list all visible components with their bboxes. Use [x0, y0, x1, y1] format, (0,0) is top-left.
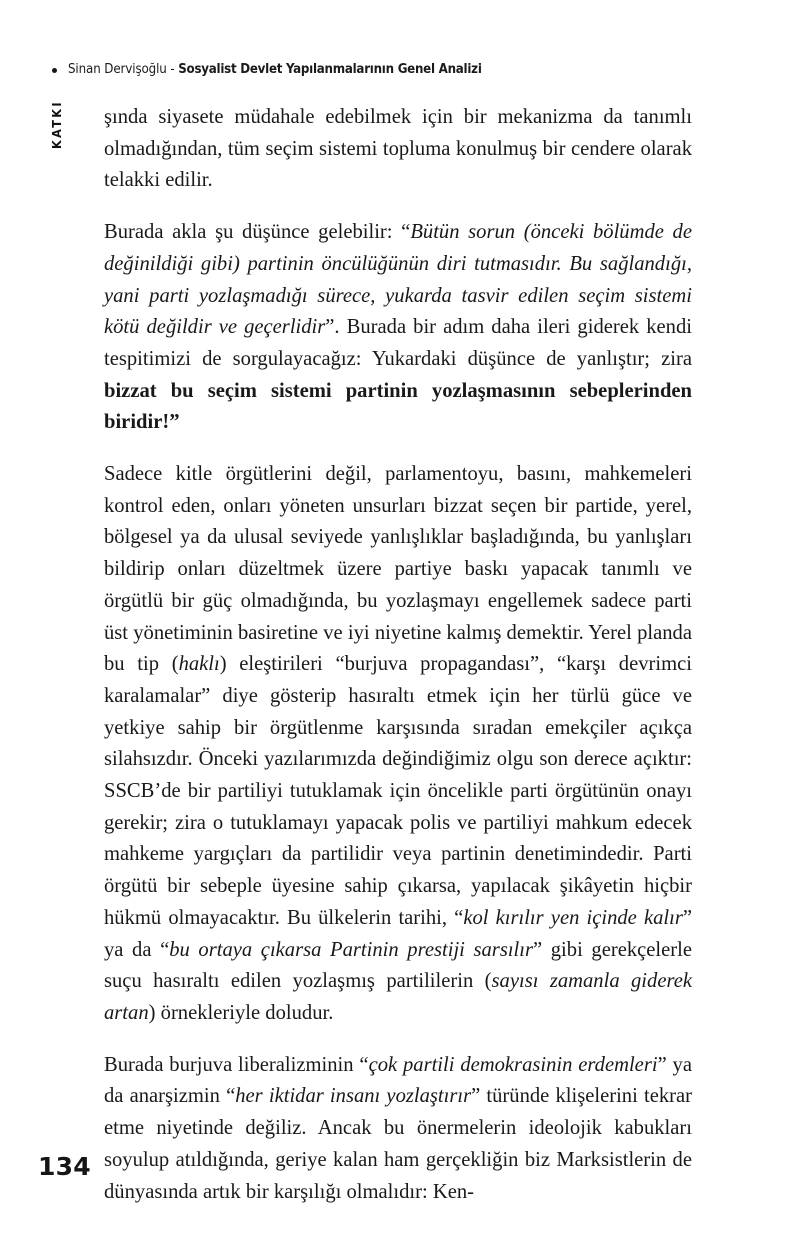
- text-run: ) örnekleriyle doludur.: [148, 1001, 334, 1024]
- section-tab: [46, 100, 68, 186]
- text-run: Burada burjuva liberalizminin “: [104, 1053, 369, 1076]
- text-run: ” ya da “: [104, 906, 692, 961]
- text-run: ” gibi gerekçelerle suçu hasıraltı edilen yozlaşmış partililerin (: [104, 938, 693, 993]
- text-run: ”. Burada bir adım daha ileri giderek kendi tespitimizi de sorgulayacağız: Yukardaki düşünce de yanlıştır; zira: [104, 316, 692, 370]
- paragraph: [104, 459, 692, 1030]
- paragraph: [104, 102, 692, 197]
- section-tab-label: KATKI: [48, 100, 64, 150]
- paragraph: [104, 1050, 692, 1209]
- text-run: ” ya da anarşizmin “: [104, 1053, 692, 1108]
- text-run: ” türünde klişelerini tekrar etme niyetinde değiliz. Ancak bu önermelerin ideolojik kabukları soyulup atıldığında, geriye kalan ham gerçekliğin biz Marksistlerin de dünyasında artık bir karşılığı olmalıdır: Ken-: [104, 1085, 692, 1203]
- body-text-column: [104, 102, 692, 1208]
- bullet-dot-icon: [52, 68, 57, 73]
- text-run: ) eleştirileri “burjuva propagandası”, “karşı devrimci karalamalar” diye gösterip hasıraltı etmek için her türlü güce ve yetkiye sahip bir örgütlenme karşısında sıradan emekçiler açıkça silahsızdır. Önceki yazılarımızda değindiğimiz olgu son derece açıktır: SSCB’de bir partiliyi tutuklamak için öncelikle parti örgütünün onayı gerekir; zira o tutuklamayı yapacak polis ve partiliyi mahkum edecek mahkeme yargıçları da partilidir veya partinin denetimindedir. Parti örgütü bir sebeple üyesine sahip çıkarsa, yapılacak şikâyetin hiçbir hükmü olmayacaktır. Bu ülkelerin tarihi, “: [104, 653, 692, 929]
- running-head-separator: -: [166, 62, 179, 77]
- paragraph: [104, 217, 692, 439]
- running-head-text: [68, 62, 482, 77]
- italic-run: bu ortaya çıkarsa Partinin prestiji sarsılır: [169, 938, 534, 961]
- running-head: [52, 62, 482, 77]
- bold-run: bizzat bu seçim sistemi partinin yozlaşmasının sebeplerinden biridir!”: [104, 379, 692, 434]
- page-number: 134: [38, 1152, 91, 1181]
- text-run: şında siyasete müdahale edebilmek için bir mekanizma da tanımlı olmadığından, tüm seçim sistemi topluma konulmuş bir cendere olarak telakki edilir.: [104, 106, 692, 192]
- text-run: Burada akla şu düşünce gelebilir: “: [104, 221, 411, 244]
- text-run: Sadece kitle örgütlerini değil, parlamentoyu, basını, mahkemeleri kontrol eden, onları yöneten unsurları bizzat seçen bir partide, yerel, bölgesel ya da ulusal seviyede yanlışlıklar başladığında, bu yanlışları bildirip onları düzeltmek üzere partiye baskı yapacak tanımlı ve örgütlü bir güç olmadığında, bu yozlaşmayı engellemek sadece parti üst yönetiminin basiretine ve iyi niyetine kalmış demektir. Yerel planda bu tip (: [104, 463, 692, 676]
- italic-run: haklı: [178, 653, 220, 676]
- italic-run: her iktidar insanı yozlaştırır: [235, 1085, 472, 1108]
- italic-run: kol kırılır yen içinde kalır: [463, 906, 683, 929]
- italic-run: çok partili demokrasinin erdemleri: [368, 1053, 658, 1076]
- italic-run: Bütün sorun (önceki bölümde de değinildiği gibi) partinin öncülüğünün diri tutmasıdır. Bu sağlandığı, yani parti yozlaşmadığı sürece, yukarda tasvir edilen seçim sistemi kötü değildir ve geçerlidir: [104, 221, 692, 339]
- running-head-title: Sosyalist Devlet Yapılanmalarının Genel Analizi: [178, 62, 482, 77]
- italic-run: sayısı zamanla giderek artan: [104, 970, 692, 1024]
- running-head-author: Sinan Dervişoğlu: [68, 62, 167, 77]
